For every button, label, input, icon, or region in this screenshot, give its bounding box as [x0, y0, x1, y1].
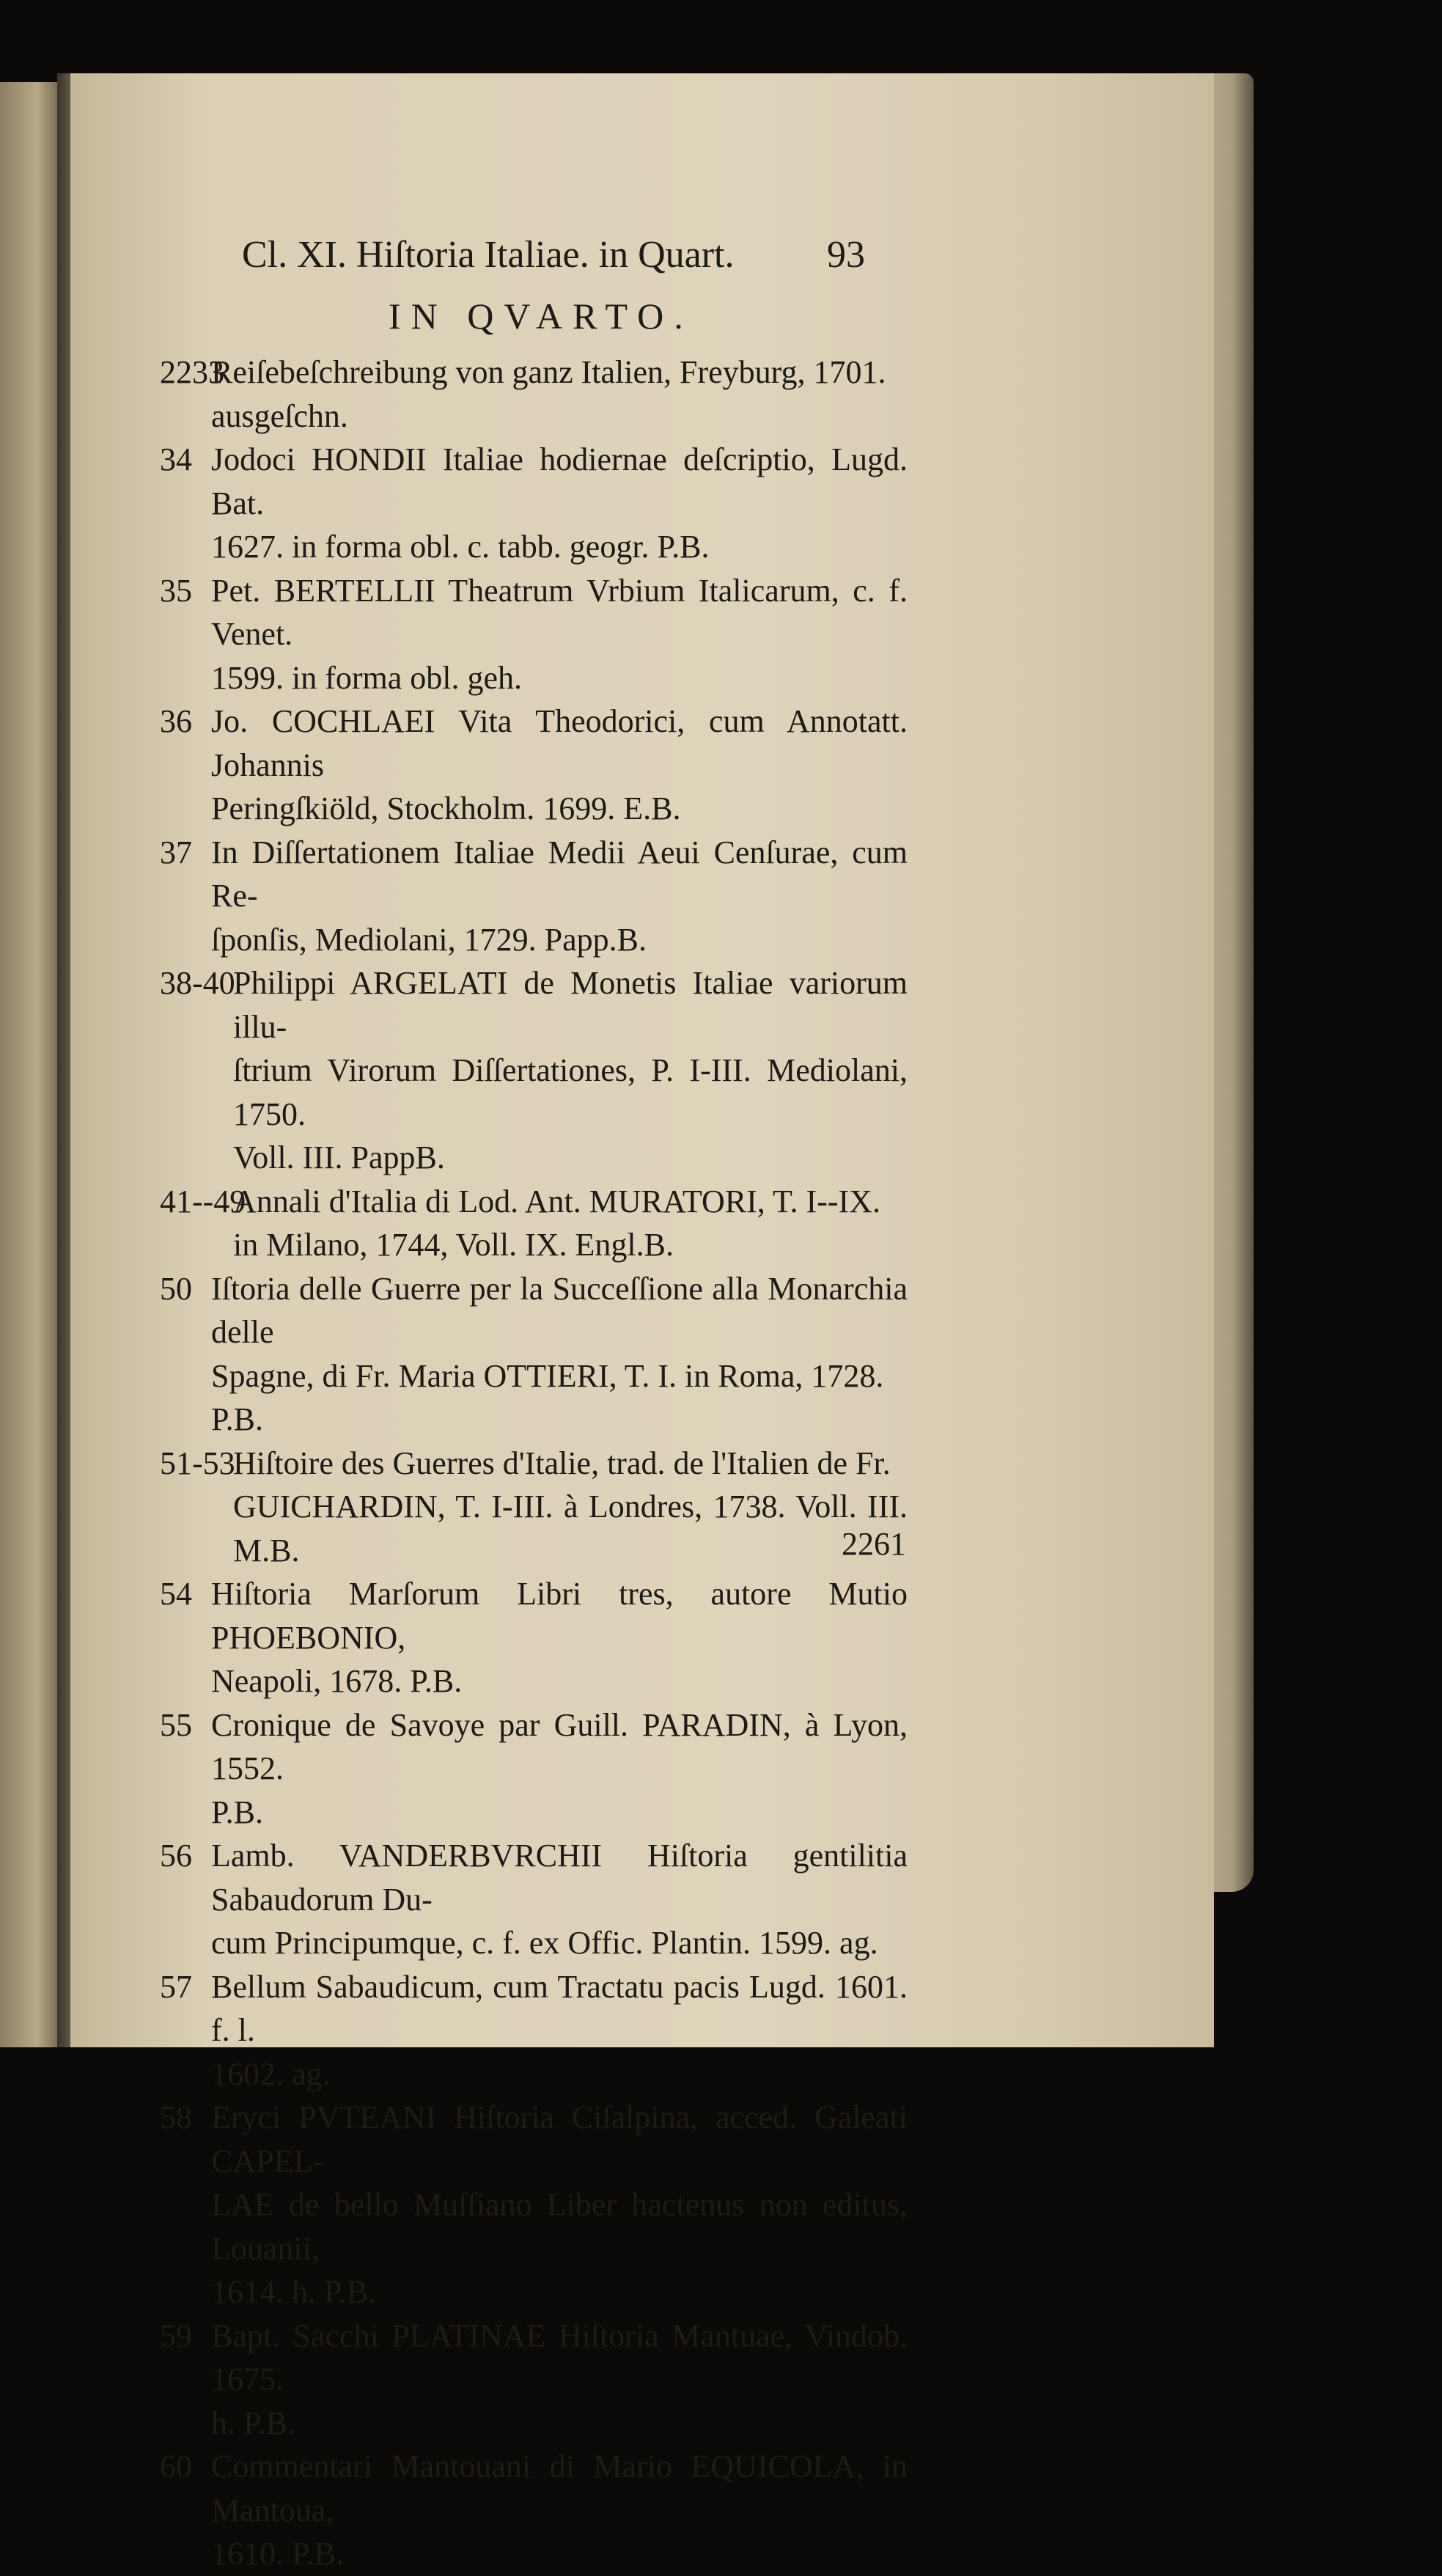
signature-mark: 2261: [842, 1526, 906, 1562]
entry-text: Lamb. VANDERBVRCHII Hiſtoria gentilitia Sabaudorum Du- cum Principumque, c. f. ex Offic. Plantin. 1599. ag.: [211, 1838, 908, 1961]
catalog-entry: [160, 961, 908, 1180]
entry-text: Philippi ARGELATI de Monetis Italiae variorum illu- ſtrium Virorum Diſſertationes, P. I-III. Mediolani, 1750. Voll. III. PappB.: [233, 965, 908, 1175]
catalog-entry: [160, 1703, 908, 1835]
entry-number: 59: [160, 2317, 192, 2354]
running-head: [242, 233, 865, 292]
entry-number: 56: [160, 1838, 192, 1874]
entry-text: Pet. BERTELLII Theatrum Vrbium Italicarum, c. f. Venet. 1599. in forma obl. geh.: [211, 572, 908, 696]
entry-number: 36: [160, 703, 192, 739]
catalog-entry: [160, 1834, 908, 1965]
section-title: IN QVARTO.: [389, 296, 694, 337]
catalog-entry: [160, 2445, 908, 2576]
catalog-entry: [160, 700, 908, 831]
entry-number: 51-53: [160, 1445, 235, 1481]
entry-text: Cronique de Savoye par Guill. PARADIN, à Lyon, 1552. P.B.: [211, 1706, 908, 1830]
entry-text: Hiſtoire des Guerres d'Italie, trad. de l'Italien de Fr. GUICHARDIN, T. I-III. à Londres, 1738. Voll. III. M.B.: [233, 1445, 908, 1568]
catalog-entry: [160, 438, 908, 569]
entry-text: Commentari Mantouani di Mario EQUICOLA, in Mantoua, 1610. P.B.: [211, 2448, 908, 2572]
entry-text: Bapt. Sacchi PLATINAE Hiſtoria Mantuae, Vindob. 1675. h. P.B.: [211, 2317, 908, 2441]
entry-number: 55: [160, 1706, 192, 1743]
catalog-entry: [160, 1572, 908, 1703]
entry-number: 38-40: [160, 965, 235, 1001]
entry-number: 41--49: [160, 1183, 246, 1219]
page-number: 93: [827, 234, 865, 276]
entry-text: Jo. COCHLAEI Vita Theodorici, cum Annotatt. Johannis Peringſkiöld, Stockholm. 1699. E.B.: [211, 703, 908, 826]
entry-text: Eryci PVTEANI Hiſtoria Ciſalpina, acced. Galeati CAPEL- LAE de bello Muſſiano Liber hactenus non editus, Louanii, 1614. h. P.B.: [211, 2099, 908, 2310]
entry-number: 37: [160, 834, 192, 870]
entry-text: Hiſtoria Marſorum Libri tres, autore Mutio PHOEBONIO, Neapoli, 1678. P.B.: [211, 1576, 908, 1699]
entry-text: Jodoci HONDII Italiae hodiernae deſcriptio, Lugd. Bat. 1627. in forma obl. c. tabb. geogr. P.B.: [211, 441, 908, 565]
entry-number: 54: [160, 1576, 192, 1612]
running-title: Cl. XI. Hiſtoria Italiae. in Quart.: [242, 234, 735, 276]
entry-number: 50: [160, 1270, 192, 1307]
catalog-entry: [160, 351, 908, 438]
catalog-entry: [160, 569, 908, 700]
left-page-edge: [0, 82, 62, 2047]
entry-text: In Diſſertationem Italiae Medii Aeui Cenſurae, cum Re- ſponſis, Mediolani, 1729. Papp.B.: [211, 834, 908, 958]
entry-text: Reiſebeſchreibung von ganz Italien, Freyburg, 1701. ausgeſchn.: [211, 354, 886, 434]
catalog-entries: [160, 351, 908, 2576]
catalog-entry: [160, 1442, 908, 1573]
entry-number: 35: [160, 572, 192, 609]
entry-text: Iſtoria delle Guerre per la Succeſſione alla Monarchia delle Spagne, di Fr. Maria OTTIERI, T. I. in Roma, 1728. P.B.: [211, 1270, 908, 1437]
entry-number: 2233: [160, 354, 224, 390]
catalog-entry: [160, 831, 908, 962]
entry-number: 58: [160, 2099, 192, 2135]
entry-text: Annali d'Italia di Lod. Ant. MURATORI, T. I--IX. in Milano, 1744, Voll. IX. Engl.B.: [233, 1183, 880, 1263]
catalog-entry: [160, 1180, 908, 1267]
catalog-entry: [160, 2314, 908, 2445]
entry-number: 57: [160, 1968, 192, 2005]
entry-number: 60: [160, 2448, 192, 2484]
entry-text: Bellum Sabaudicum, cum Tractatu pacis Lugd. 1601. f. l. 1602. ag.: [211, 1968, 908, 2092]
catalog-entry: [160, 2096, 908, 2314]
catalog-entry: [160, 1965, 908, 2096]
catalog-entry: [160, 1267, 908, 1442]
entry-number: 34: [160, 441, 192, 477]
